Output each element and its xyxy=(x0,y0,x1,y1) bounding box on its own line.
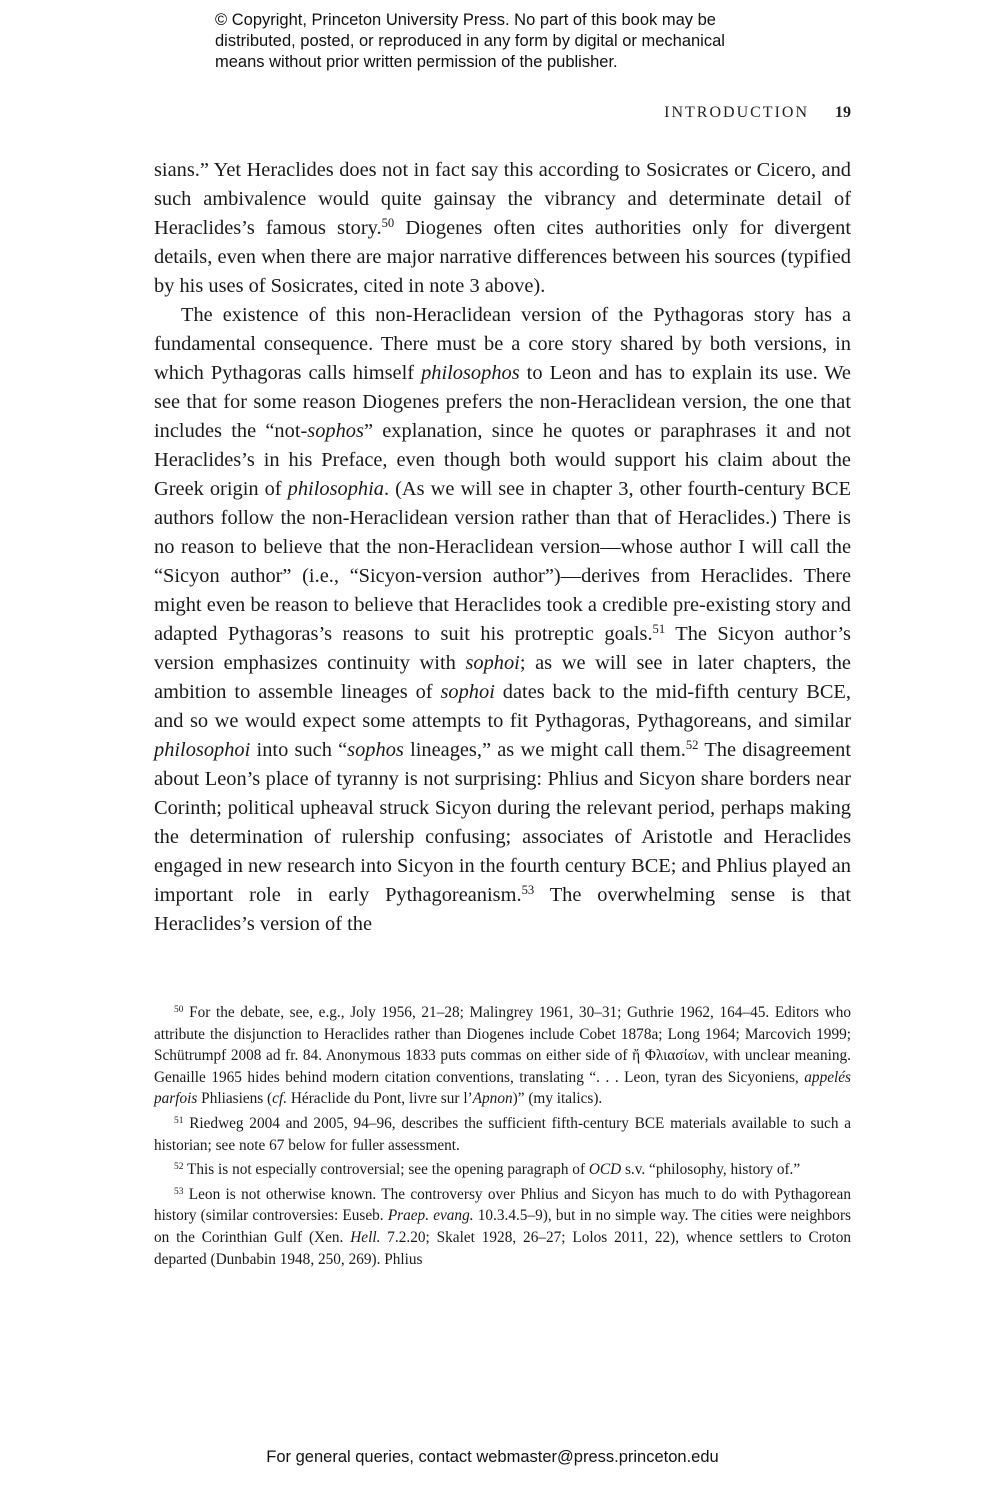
footnote-number: 52 xyxy=(174,1161,184,1172)
footer-contact: For general queries, contact webmaster@press.princeton.edu xyxy=(266,1448,719,1466)
text-run: . (As we will see in chapter 3, other fourth-century BCE authors follow the non-Heraclidean version rather than that of Heraclides.) There is no reason to believe that the non-Heraclidean version—whose author I will call the “Sicyon author” (i.e., “Sicyon-version author”)—derives from Heraclides. There might even be reason to believe that Heraclides took a credible pre-existing story and adapted Pythagoras’s reasons to suit his protreptic goals. xyxy=(154,478,852,645)
footnote-50 xyxy=(154,1002,851,1110)
paragraph xyxy=(154,301,851,939)
text-run: into such “ xyxy=(250,739,348,761)
italic-term: Hell. xyxy=(350,1228,381,1246)
italic-term: philosophia xyxy=(287,478,384,500)
text-run: ; as we will see in later chapters, the ambition to assemble lineages of xyxy=(154,652,851,703)
text-run: The Sicyon author’s version emphasizes continuity with xyxy=(154,623,851,674)
italic-term: Apnon xyxy=(472,1090,513,1108)
running-head xyxy=(500,104,851,126)
italic-term: philosophos xyxy=(421,362,520,384)
copyright-line: means without prior written permission of the publisher. xyxy=(215,53,618,71)
footnote-number: 53 xyxy=(174,1186,184,1197)
footnotes xyxy=(154,1002,851,1273)
text-run: For the debate, see, e.g., Joly 1956, 21–28; Malingrey 1961, 30–31; Guthrie 1962, 164–45. Editors who attribute the disjunction to Heraclides rather than Diogenes include Cobet 1878a; Long 1964; Marcovich 1999; Schütrumpf 2008 ad fr. 84. Anonymous 1833 puts commas on either side of ἤ Φλιασίων, with unclear meaning. Genaille 1965 hides behind modern citation conventions, translating “. . . Leon, tyran des Sicyoniens, xyxy=(154,1004,851,1086)
body-text xyxy=(154,156,851,939)
italic-term: sophoi xyxy=(440,681,495,703)
italic-term: Praep. evang. xyxy=(387,1207,474,1225)
footnote-51 xyxy=(154,1113,851,1156)
text-run: s.v. “philosophy, history of.” xyxy=(621,1161,801,1179)
italic-term: cf. xyxy=(272,1090,288,1108)
footnote-number: 50 xyxy=(174,1004,184,1015)
italic-term: sophoi xyxy=(465,652,520,674)
footnote-ref-52[interactable]: 52 xyxy=(685,738,699,753)
footnote-52 xyxy=(154,1159,851,1181)
text-run: Diogenes often cites authorities only for divergent details, even when there are major narrative differences between his sources (typified by his uses of Sosicrates, cited in note 3 above). xyxy=(154,217,851,297)
italic-term: sophos xyxy=(307,420,364,442)
copyright-line: © Copyright, Princeton University Press. No part of this book may be xyxy=(215,11,716,29)
text-run: 7.2.20; Skalet 1928, 26–27; Lolos 2011, 22), whence settlers to Croton departed (Dunbabin 1948, 250, 269). Phlius xyxy=(154,1228,851,1268)
text-run: dates back to the mid-fifth century BCE, and so we would expect some attempts to fit Pythagoras, Pythagoreans, and similar xyxy=(154,681,851,732)
italic-term: appelés parfois xyxy=(154,1068,851,1108)
paragraph xyxy=(154,156,851,301)
text-run: The existence of this non-Heraclidean version of the Pythagoras story has a fundamental consequence. There must be a core story shared by both versions, in which Pythagoras calls himself xyxy=(154,304,851,384)
text-run: Phliasiens ( xyxy=(197,1090,273,1108)
footnote-number: 51 xyxy=(174,1115,184,1126)
copyright-line: distributed, posted, or reproduced in any form by digital or mechanical xyxy=(215,32,725,50)
text-run: Leon is not otherwise known. The controversy over Phlius and Sicyon has much to do with Pythagorean history (similar controversies: Euseb. xyxy=(154,1185,851,1225)
text-run: 10.3.4.5–9), but in no simple way. The cities were neighbors on the Corinthian Gulf (Xen. xyxy=(154,1207,851,1246)
footnote-53 xyxy=(154,1184,851,1270)
section-title: INTRODUCTION xyxy=(664,104,809,121)
copyright-notice xyxy=(215,10,855,73)
text-run: Riedweg 2004 and 2005, 94–96, describes the sufficient fifth-century BCE materials available to such a historian; see note 67 below for fuller assessment. xyxy=(154,1114,851,1154)
footnote-ref-50[interactable]: 50 xyxy=(381,216,395,231)
text-run: lineages,” as we might call them. xyxy=(403,739,686,761)
text-run: The disagreement about Leon’s place of tyranny is not surprising: Phlius and Sicyon share borders near Corinth; political upheaval struck Sicyon during the relevant period, perhaps making the determination of rulership confusing; associates of Aristotle and Heraclides engaged in new research into Sicyon in the fourth century BCE; and Phlius played an important role in early Pythagoreanism. xyxy=(154,739,851,906)
text-run: )” (my italics). xyxy=(512,1090,603,1108)
text-run: This is not especially controversial; see the opening paragraph of xyxy=(183,1161,589,1179)
italic-term: philosophoi xyxy=(154,739,251,761)
text-run: Héraclide du Pont, livre sur l’ xyxy=(287,1090,473,1108)
text-run: sians.” Yet Heraclides does not in fact say this according to Sosicrates or Cicero, and such ambivalence would quite gainsay the vibrancy and determinate detail of Heraclides’s famous story. xyxy=(154,159,851,239)
footnote-ref-53[interactable]: 53 xyxy=(521,883,535,898)
italic-term: OCD xyxy=(588,1161,622,1179)
text-run: The overwhelming sense is that Heraclides’s version of the xyxy=(154,884,851,935)
text-run: ” explanation, since he quotes or paraphrases it and not Heraclides’s in his Preface, even though both would support his claim about the Greek origin of xyxy=(154,420,851,500)
page-number: 19 xyxy=(835,104,851,121)
text-run: to Leon and has to explain its use. We see that for some reason Diogenes prefers the non-Heraclidean version, the one that includes the “not- xyxy=(154,362,851,442)
footnote-ref-51[interactable]: 51 xyxy=(652,622,666,637)
italic-term: sophos xyxy=(347,739,404,761)
